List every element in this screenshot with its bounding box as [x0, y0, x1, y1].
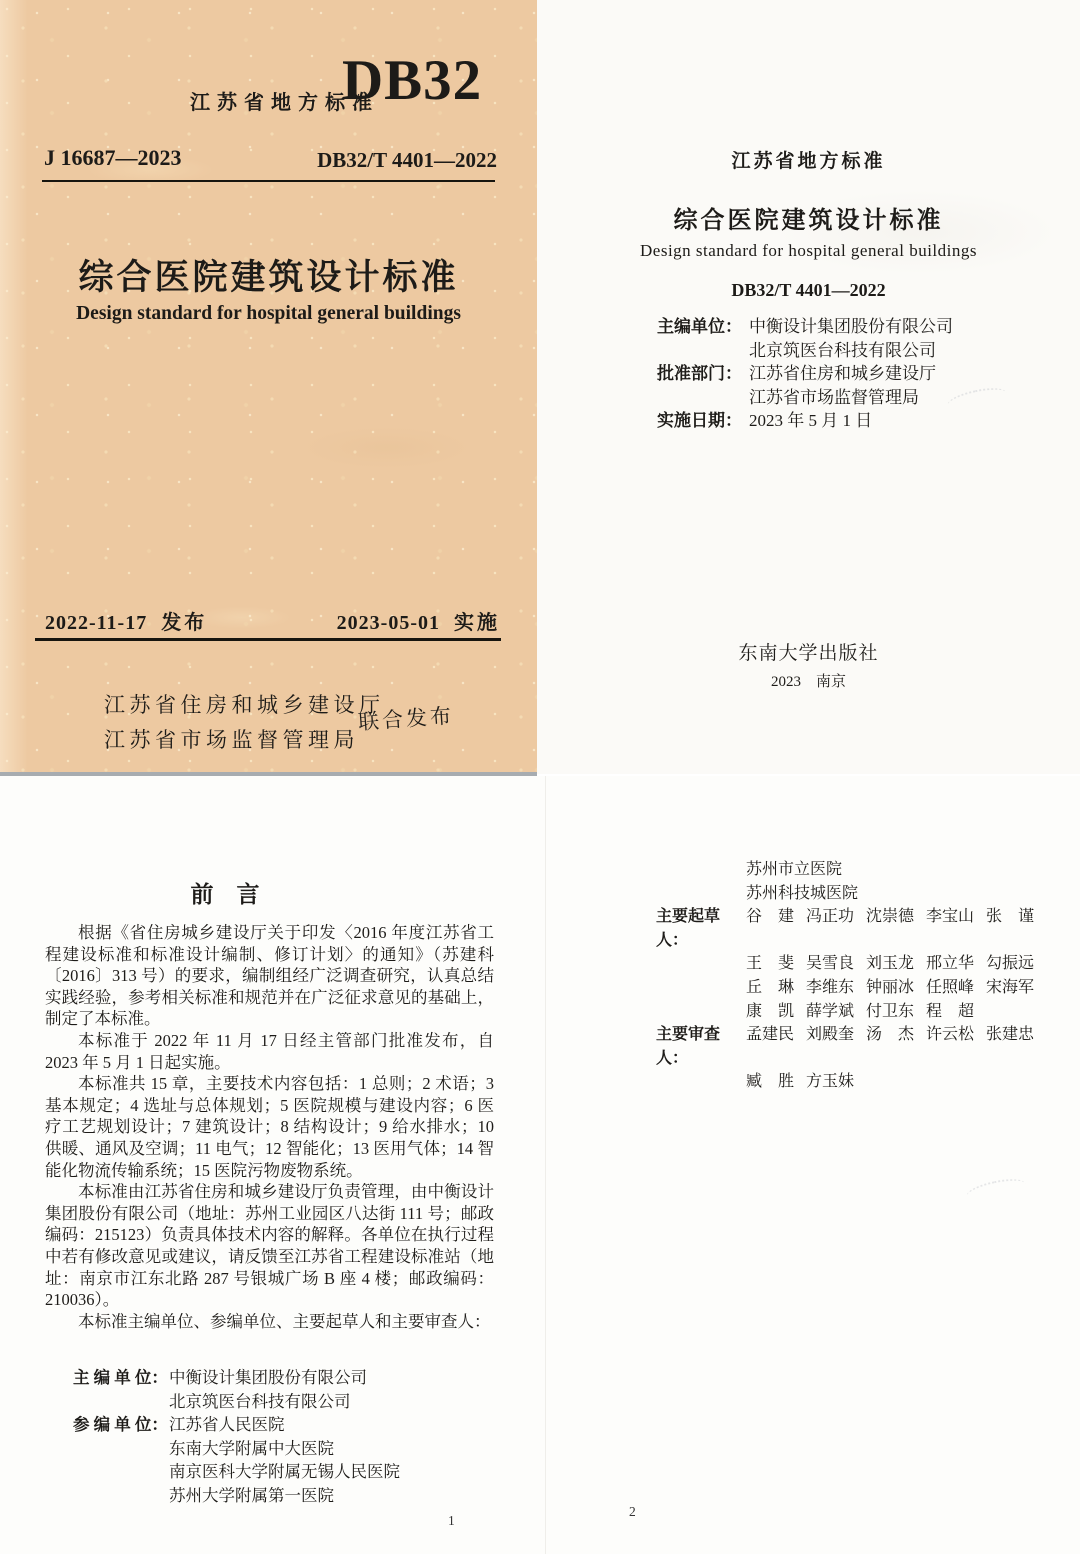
- label-spacer: [656, 858, 746, 882]
- label-spacer: [73, 1460, 169, 1484]
- drafter-name: 李宝山: [926, 908, 975, 926]
- continued-unit-row: [656, 858, 1046, 882]
- drafter-name: 李维东: [806, 978, 855, 996]
- issue-label: 发布: [161, 612, 208, 634]
- label-spacer: [656, 882, 746, 906]
- reviewer-name: 汤 杰: [866, 1026, 915, 1044]
- chief-editor-unit-2: 北京筑医台科技有限公司: [749, 340, 936, 360]
- roster-block: [656, 858, 1046, 1094]
- participating-unit: 江苏省人民医院: [169, 1415, 285, 1434]
- approval-unit-1: 江苏省住房和城乡建设厅: [749, 364, 936, 383]
- participating-units-label: 参 编 单 位：: [73, 1415, 168, 1434]
- titlepage-title-english: Design standard for hospital general buildings: [640, 241, 977, 260]
- approval-row-2: [657, 386, 953, 410]
- drafter-name: 任照峰: [926, 978, 975, 996]
- drafter-name: 冯正功: [806, 908, 855, 926]
- page-number: 2: [629, 1504, 636, 1519]
- titlepage-title: 综合医院建筑设计标准: [673, 208, 944, 234]
- label-spacer: [657, 339, 749, 363]
- preface-page: [0, 776, 545, 1554]
- chief-unit: 北京筑医台科技有限公司: [169, 1391, 351, 1411]
- scan-smudge: [965, 1175, 1027, 1205]
- preface-paragraph: 本标准共 15 章，主要技术内容包括：1 总则；2 术语；3 基本规定；4 选址与总体规划；5 医院规模与建设内容；6 医疗工艺规划设计；7 建筑设计；8 结构设计；9 给水排水；10 供暖、通风及空调；11 电气；12 智能化；13 医用气体；14 智能化物流传输系统；15 医院污物废物系统。: [45, 1074, 494, 1180]
- label-spacer: [657, 386, 749, 410]
- cover-j-number: J 16687—2023: [44, 145, 182, 170]
- roster-page: [545, 776, 1080, 1554]
- publisher-name: 东南大学出版社: [738, 643, 879, 664]
- drafter-name: 付卫东: [866, 1002, 915, 1020]
- drafter-name: 宋海军: [986, 978, 1035, 996]
- implementation-date-row: [657, 409, 953, 433]
- preface-body: [45, 922, 494, 1332]
- drafter-name: 邢立华: [926, 955, 975, 973]
- issue-date: 2022-11-17: [45, 612, 148, 634]
- chief-units-row: [45, 1366, 400, 1390]
- cover-code-db32: DB32: [342, 49, 483, 112]
- reviewer-name: 孟建民: [746, 1026, 795, 1044]
- publisher-year-city: 2023 南京: [770, 674, 846, 690]
- chief-editor-row-2: [657, 339, 953, 363]
- drafter-name: 钟丽冰: [866, 978, 915, 996]
- drafters-row: [656, 976, 1046, 1000]
- participating-unit: 南京医科大学附属无锡人民医院: [169, 1462, 400, 1481]
- drafters-label: 主要起草人：: [656, 908, 721, 949]
- chief-unit: 中衡设计集团股份有限公司: [169, 1368, 367, 1387]
- reviewers-row: [656, 1070, 1046, 1094]
- impl-label: 实施: [454, 612, 500, 634]
- label-spacer: [656, 1000, 746, 1024]
- implementation-date-label: 实施日期：: [657, 411, 742, 430]
- cover-bottom-rule: [35, 638, 501, 641]
- issuer-line-1: 江苏省住房和城乡建设厅: [104, 693, 385, 717]
- drafter-name: 王 斐: [746, 955, 795, 973]
- drafter-name: 丘 琳: [746, 978, 795, 996]
- reviewer-name: 张建忠: [986, 1026, 1035, 1044]
- drafters-row: [656, 905, 1046, 952]
- drafter-name: 勾振远: [986, 955, 1035, 973]
- drafter-name: 沈崇德: [866, 908, 915, 926]
- drafter-name: 刘玉龙: [866, 955, 915, 973]
- preface-paragraph: 本标准于 2022 年 11 月 17 日经主管部门批准发布，自 2023 年 5 月 1 日起实施。: [45, 1030, 494, 1072]
- titlepage-details: [657, 315, 953, 433]
- drafter-name: 吴雪良: [806, 955, 855, 973]
- implementation-date-value: 2023 年 5 月 1 日: [749, 411, 873, 430]
- cover-title-english: Design standard for hospital general buildings: [76, 303, 461, 324]
- cover-standard-number: DB32/T 4401—2022: [317, 148, 497, 172]
- titlepage-standard-number: DB32/T 4401—2022: [731, 280, 886, 300]
- participating-unit: 苏州科技城医院: [746, 884, 859, 902]
- preface-paragraph: 本标准由江苏省住房和城乡建设厅负责管理，由中衡设计集团股份有限公司（地址：苏州工业园区八达街 111 号；邮政编码：215123）负责具体技术内容的解释。各单位在执行过程中若有修改意见或建议，请反馈至江苏省工程建设标准站（地址：南京市江东北路 287 号银城广场 B 座 4 楼；邮政编码：210036）。: [45, 1182, 494, 1310]
- reviewer-name: 许云松: [926, 1026, 975, 1044]
- cover-top-rule: [42, 180, 495, 182]
- chief-editor-row: [657, 315, 953, 339]
- chief-units-label: 主 编 单 位：: [73, 1368, 168, 1387]
- participating-units-row: [45, 1413, 400, 1437]
- reviewer-name: 方玉妹: [806, 1073, 855, 1091]
- participating-unit: 苏州大学附属第一医院: [169, 1485, 334, 1505]
- drafter-name: 程 超: [926, 1002, 975, 1020]
- cover-issuers: [104, 688, 385, 758]
- participating-units-row: [45, 1437, 400, 1461]
- label-spacer: [656, 1070, 746, 1094]
- drafter-name: 谷 建: [746, 908, 795, 926]
- preface-units-list: [45, 1366, 400, 1507]
- page-number: 1: [448, 1513, 455, 1528]
- drafters-row: [656, 952, 1046, 976]
- continued-unit-row: [656, 882, 1046, 906]
- scan-smudge: [946, 384, 1008, 414]
- issuer-line-2: 江苏省市场监督管理局: [104, 728, 359, 752]
- drafter-name: 康 凯: [746, 1002, 795, 1020]
- participating-unit: 东南大学附属中大医院: [169, 1438, 334, 1458]
- cover-page: [0, 0, 537, 772]
- reviewer-name: 刘殿奎: [806, 1026, 855, 1044]
- label-spacer: [73, 1484, 169, 1508]
- impl-date: 2023-05-01: [336, 612, 440, 634]
- participating-units-row: [45, 1484, 400, 1508]
- title-page: [537, 0, 1080, 774]
- label-spacer: [656, 976, 746, 1000]
- chief-units-row: [45, 1390, 400, 1414]
- titlepage-standard-type: 江苏省地方标准: [731, 151, 886, 172]
- reviewers-row: [656, 1023, 1046, 1070]
- cover-implement-date-row: [0, 606, 500, 635]
- chief-editor-unit-1: 中衡设计集团股份有限公司: [749, 317, 953, 336]
- joint-publish-label: 联合发布: [357, 703, 455, 735]
- label-spacer: [73, 1437, 169, 1461]
- approval-unit-2: 江苏省市场监督管理局: [749, 387, 919, 407]
- label-spacer: [73, 1390, 169, 1414]
- cover-standard-type: 江苏省地方标准: [190, 92, 379, 114]
- label-spacer: [656, 952, 746, 976]
- drafter-name: 薛学斌: [806, 1002, 855, 1020]
- preface-paragraph: 本标准主编单位、参编单位、主要起草人和主要审查人：: [78, 1311, 491, 1331]
- drafters-row: [656, 1000, 1046, 1024]
- drafter-name: 张 谨: [986, 908, 1035, 926]
- approval-label: 批准部门：: [657, 364, 742, 383]
- cover-title: 综合医院建筑设计标准: [78, 258, 459, 297]
- preface-heading: 前 言: [190, 882, 260, 907]
- participating-units-row: [45, 1460, 400, 1484]
- preface-paragraph: 根据《省住房城乡建设厅关于印发〈2016 年度江苏省工程建设标准和标准设计编制、修订计划〉的通知》（苏建科〔2016〕313 号）的要求，编制组经广泛调查研究，认真总结实践经验，参考相关标准和规范并在广泛征求意见的基础上，制定了本标准。: [45, 923, 494, 1029]
- chief-editor-label: 主编单位：: [657, 317, 742, 336]
- approval-row: [657, 362, 953, 386]
- participating-unit: 苏州市立医院: [746, 861, 843, 878]
- reviewer-name: 臧 胜: [746, 1073, 795, 1091]
- reviewers-label: 主要审查人：: [656, 1026, 721, 1067]
